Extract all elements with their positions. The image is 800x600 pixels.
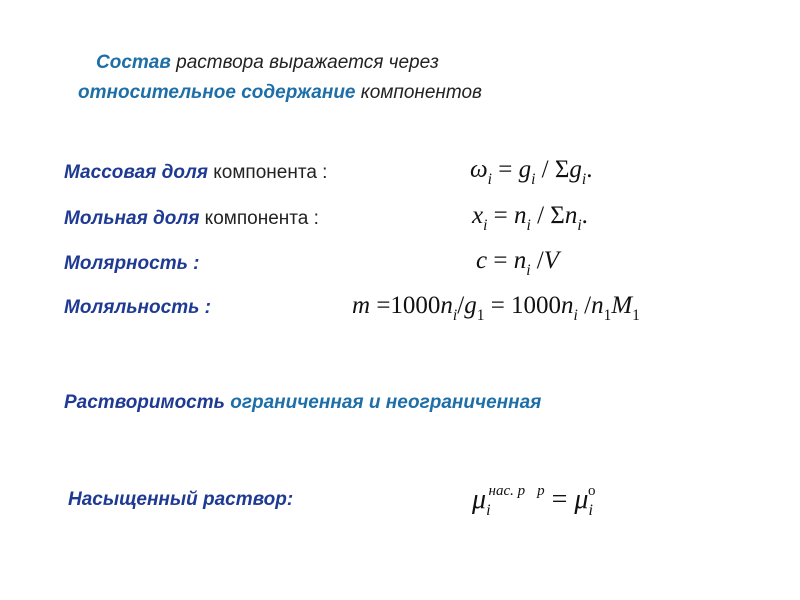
superscript-p: р [537, 483, 545, 499]
var-g: g [518, 156, 532, 183]
heading-text-1: раствора выражается через [170, 52, 439, 73]
mole-fraction-term: Мольная доля [64, 208, 200, 229]
var-x: x [472, 202, 484, 229]
mole-fraction-rest: компонента : [199, 208, 319, 229]
molarity-formula [476, 247, 560, 279]
index-i: i [486, 502, 491, 519]
heading-text-2: компонентов [355, 82, 482, 103]
saturated-label [68, 489, 293, 511]
index-1: 1 [632, 307, 640, 324]
equals-sign: = [544, 484, 575, 515]
var-g: g [569, 156, 582, 183]
molality-term: Моляльность : [64, 297, 211, 318]
equals-1000: = 1000 [484, 292, 562, 319]
saturated-term: Насыщенный раствор: [68, 489, 294, 510]
var-v: V [543, 247, 560, 274]
omega-symbol: ω [470, 156, 488, 183]
heading-term-content: относительное содержание [78, 82, 356, 103]
index-i: i [588, 502, 593, 519]
index-i: i [577, 217, 582, 234]
mole-fraction-label [64, 208, 319, 230]
equals-1000: =1000 [370, 292, 441, 319]
mass-fraction-term: Массовая доля [64, 162, 208, 183]
period: . [586, 156, 593, 183]
var-n: n [513, 247, 527, 274]
equals-sign: = [491, 156, 519, 183]
saturated-formula [472, 483, 596, 519]
var-n: n [440, 292, 453, 319]
index-i: i [573, 307, 578, 324]
index-i: i [581, 171, 587, 188]
var-m-capital: M [611, 292, 633, 319]
mu-symbol: μ [574, 484, 589, 515]
index-i: i [483, 217, 488, 234]
molality-label [64, 297, 211, 319]
divide-sum: / Σ [535, 156, 570, 183]
slash: / [577, 292, 592, 319]
solubility-line [64, 392, 541, 414]
solubility-types: ограниченная и неограниченная [224, 392, 542, 413]
equals-sign: = [487, 247, 514, 274]
mass-fraction-label [64, 162, 327, 184]
heading-line-1 [96, 52, 439, 74]
mole-fraction-formula [472, 202, 588, 234]
period: . [581, 202, 588, 229]
molality-formula [352, 292, 640, 324]
mu-symbol: μ [472, 484, 487, 515]
index-i: i [487, 171, 492, 188]
var-g: g [464, 292, 477, 319]
var-n: n [514, 202, 527, 229]
heading-word-sostav: Состав [96, 52, 171, 73]
molarity-term: Молярность : [64, 253, 200, 274]
index-1: 1 [476, 307, 485, 324]
mass-fraction-formula [470, 156, 593, 188]
index-1: 1 [603, 307, 612, 324]
var-n: n [561, 292, 574, 319]
var-n: n [591, 292, 604, 319]
mass-fraction-rest: компонента : [207, 162, 328, 183]
index-i: i [452, 307, 458, 324]
slash: / [530, 247, 544, 274]
var-m: m [352, 292, 371, 319]
var-c: c [476, 247, 488, 274]
divide-sum: / Σ [530, 202, 565, 229]
var-n: n [564, 202, 578, 229]
index-i: i [526, 217, 531, 234]
molarity-label [64, 253, 199, 275]
superscript-o: о [587, 483, 596, 499]
heading-line-2 [78, 82, 482, 104]
superscript-sat: нас. р [488, 483, 526, 499]
index-i: i [531, 171, 536, 188]
slash: / [457, 292, 465, 319]
index-i: i [526, 262, 531, 279]
solubility-term: Растворимость [64, 392, 225, 413]
equals-sign: = [487, 202, 515, 229]
